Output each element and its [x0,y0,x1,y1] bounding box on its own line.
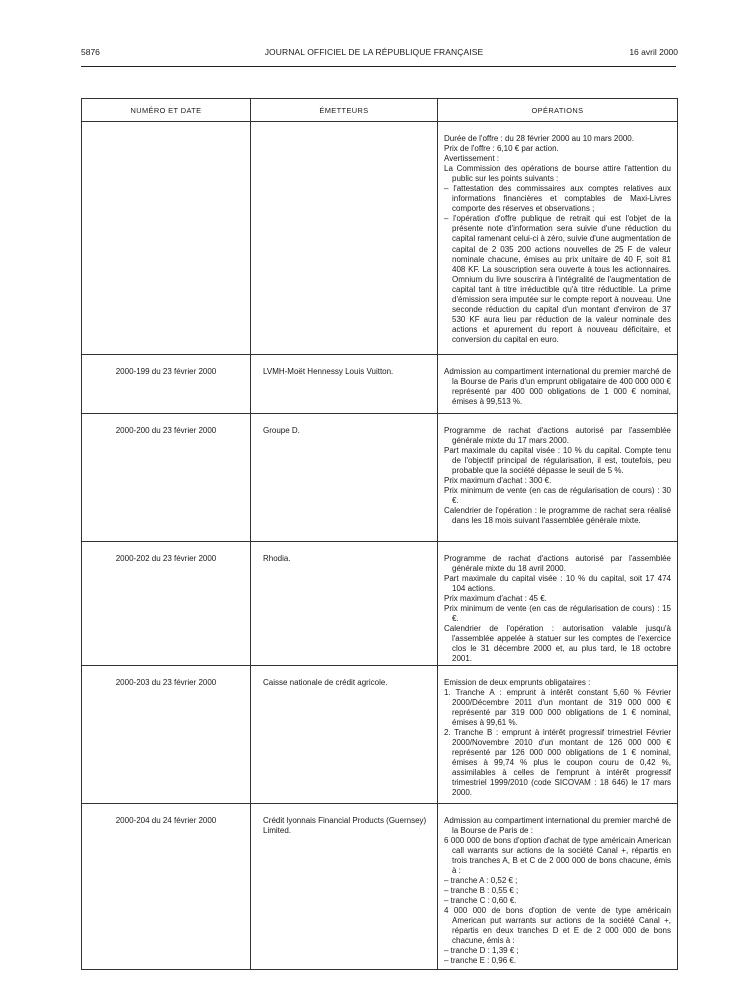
operation-line: 4 000 000 de bons d'option de vente de type américain American put warrants sur actions de la société Canal +, répartis en deux tranches D et E de 2 000 000 de bons chacune, émis à : [444,905,671,946]
column-header-operations: OPÉRATIONS [438,99,678,122]
row-numero: 2000-204 du 24 février 2000 [82,803,251,969]
operation-line: Prix de l'offre : 6,10 € par action. [444,144,559,154]
table-header-row [82,99,678,122]
table-row [82,122,678,355]
operation-line: Admission au compartiment international du premier marché de la Bourse de Paris de : [444,815,671,835]
row-numero [82,122,251,355]
row-emetteur: Crédit lyonnais Financial Products (Guernsey) Limited. [251,803,438,969]
operation-line: – l'opération d'offre publique de retrait qui est l'objet de la présente note d'information sera suivie d'une réduction du capital ramenant celui-ci à zéro, suivie d'une augmentation de capital de 2 035 200 actions nouvelles de 25 F de valeur nominale chacune, émises au prix unitaire de 40 F, soit 81 408 KF. La souscription sera ouverte à tous les actionnaires. Omnium du livre souscrira à l'intégralité de l'augmentation de capital tant à titre irréductible qu'à titre réductible. La prime d'émission sera imputée sur le compte report à nouveau. Une seconde réduction du capital d'un montant d'environ de 37 530 KF aura lieu par réduction de la valeur nominale des actions et apurement du report à nouveau déficitaire, et conversion du capital en euro. [444,214,671,344]
operation-line: – tranche C : 0,60 €. [444,895,517,905]
table-row [82,414,678,542]
operation-line: 6 000 000 de bons d'option d'achat de type américain American call warrants sur actions de la société Canal +, répartis en trois tranches A, B et C de 2 000 000 de bons chacune, émis à : [444,835,671,875]
row-operations [438,414,678,542]
header-rule [81,66,676,67]
operation-line: 2. Tranche B : emprunt à intérêt progressif trimestriel Février 2000/Novembre 2010 d'un montant de 126 000 000 € représenté par 126 000 000 obligations de 1 € nominal, émises à 99,74 % plus le coupon couru de 0,42 %, assimilables à celles de l'emprunt à intérêt progressif trimestriel 1999/2010 (code SICOVAM : 18 646) le 17 mars 2000. [444,727,671,798]
operations-table [81,98,678,970]
row-emetteur [251,122,438,355]
operation-line: Emission de deux emprunts obligataires : [444,677,591,687]
operation-line: Prix maximum d'achat : 45 €. [444,594,547,604]
operation-line: Programme de rachat d'actions autorisé par l'assemblée générale mixte du 17 mars 2000. [444,426,671,446]
row-operations [438,803,678,969]
operation-line: Calendrier de l'opération : autorisation valable jusqu'à l'assemblée appelée à statuer sur les comptes de l'exercice clos le 31 décembre 2000 et, au plus tard, le 18 octobre 2001. [444,624,671,664]
row-operations [438,122,678,355]
row-numero: 2000-203 du 23 février 2000 [82,665,251,803]
operation-line: Prix minimum de vente (en cas de régularisation de cours) : 30 €. [444,486,671,506]
row-operations [438,665,678,803]
operation-line: Avertissement : [444,154,499,164]
journal-title: JOURNAL OFFICIEL DE LA RÉPUBLIQUE FRANÇAISE [264,47,484,57]
row-numero: 2000-200 du 23 février 2000 [82,414,251,542]
row-numero: 2000-202 du 23 février 2000 [82,542,251,666]
operation-line: Part maximale du capital visée : 10 % du capital. Compte tenu de l'objectif principal de régularisation, il est, toutefois, peu probable que la société dépasse le seuil de 5 %. [444,446,671,476]
operation-line: – l'attestation des commissaires aux comptes relatives aux informations financières et comptables de Maxi-Livres comporte des réserves et observations ; [444,184,671,214]
column-header-numero: NUMÉRO ET DATE [82,99,251,122]
operation-line: 1. Tranche A : emprunt à intérêt constant 5,60 % Février 2000/Décembre 2011 d'un montant de 319 000 000 € représenté par 319 000 000 obligations de 1 € nominal, émises à 99,61 %. [444,687,671,727]
row-emetteur: Caisse nationale de crédit agricole. [251,665,438,803]
operation-line: Durée de l'offre : du 28 février 2000 au 10 mars 2000. [444,134,634,143]
row-operations [438,542,678,666]
row-operations [438,355,678,414]
table-row [82,803,678,969]
page-number: 5876 [81,47,100,57]
operation-line: – tranche A : 0,52 € ; [444,875,518,885]
operation-line: Prix minimum de vente (en cas de régularisation de cours) : 15 €. [444,604,671,624]
table-row [82,542,678,666]
operation-line: La Commission des opérations de bourse attire l'attention du public sur les points suivants : [444,164,671,184]
operation-line: – tranche B : 0,55 € ; [444,885,519,895]
row-numero: 2000-199 du 23 février 2000 [82,355,251,414]
row-emetteur: Rhodia. [251,542,438,666]
issue-date: 16 avril 2000 [629,47,678,57]
operation-line: Prix maximum d'achat : 300 €. [444,476,552,486]
column-header-emetteurs: ÉMETTEURS [251,99,438,122]
operation-line: Admission au compartiment international du premier marché de la Bourse de Paris d'un emprunt obligataire de 400 000 000 € représenté par 400 000 obligations de 1 000 € nominal, émises à 99,513 %. [444,367,671,407]
table-row [82,665,678,803]
operation-line: Programme de rachat d'actions autorisé par l'assemblée générale mixte du 18 avril 2000. [444,554,671,574]
operation-line: Calendrier de l'opération : le programme de rachat sera réalisé dans les 18 mois suivant l'assemblée générale mixte. [444,506,671,526]
row-emetteur: LVMH-Moët Hennessy Louis Vuitton. [251,355,438,414]
operation-line: – tranche D : 1,39 € ; [444,946,519,956]
operation-line: Part maximale du capital visée : 10 % du capital, soit 17 474 104 actions. [444,574,671,594]
operation-line: – tranche E : 0,96 €. [444,956,517,966]
table-row [82,355,678,414]
row-emetteur: Groupe D. [251,414,438,542]
